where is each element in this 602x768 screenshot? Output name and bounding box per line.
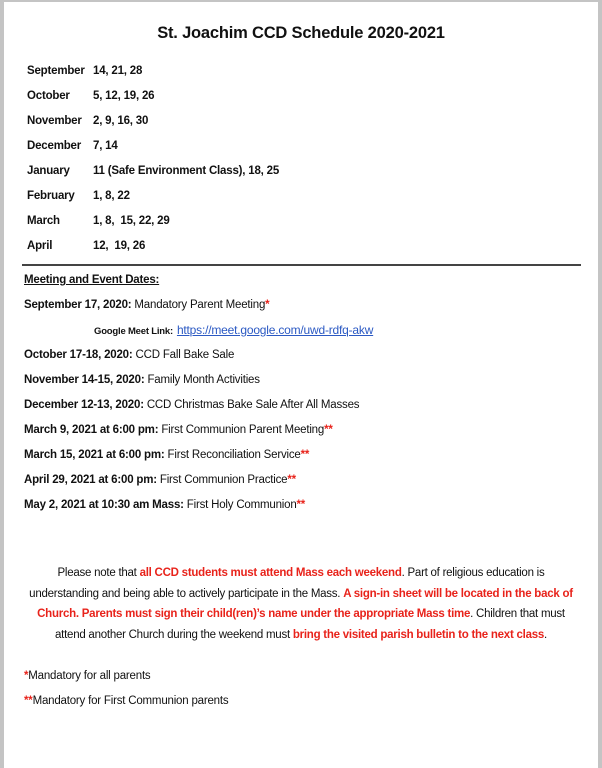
event-text: CCD Fall Bake Sale — [132, 349, 235, 361]
event-date: April 29, 2021 at 6:00 pm: — [24, 474, 157, 486]
event-text: First Holy Communion — [183, 499, 297, 511]
schedule-dates: 1, 8, 15, 22, 29 — [93, 215, 170, 227]
asterisk-marker: ** — [300, 449, 310, 461]
event-item — [24, 345, 373, 370]
footnote — [24, 666, 228, 691]
schedule-row — [27, 115, 279, 140]
schedule-dates: 1, 8, 22 — [93, 190, 130, 202]
schedule-month: February — [27, 190, 75, 202]
schedule-month: November — [27, 115, 82, 127]
schedule-month: January — [27, 165, 70, 177]
schedule-dates: 2, 9, 16, 30 — [93, 115, 149, 127]
event-date: November 14-15, 2020: — [24, 374, 145, 386]
event-text: First Communion Practice — [156, 474, 288, 486]
section-divider — [22, 264, 581, 266]
events-section — [24, 270, 373, 520]
footnotes — [24, 666, 228, 716]
asterisk-marker: ** — [324, 424, 333, 436]
event-date: December 12-13, 2020: — [24, 399, 144, 411]
schedule-dates: 12, 19, 26 — [93, 240, 146, 252]
asterisk-marker: ** — [296, 499, 306, 511]
notice-text: . Part of religious education is understanding and being able to actively participate in the Mass. — [29, 567, 545, 600]
schedule-month: April — [27, 240, 53, 252]
event-date: March 9, 2021 at 6:00 pm: — [24, 424, 159, 436]
notice-emphasis: A sign-in sheet will be located in the back of Church. Parents must sign their child(ren)’s name under the appropriate Mass time — [37, 587, 573, 620]
schedule-row — [27, 65, 279, 90]
event-date: May 2, 2021 at 10:30 am Mass: — [24, 499, 184, 511]
event-date: March 15, 2021 at 6:00 pm: — [24, 449, 165, 461]
footnote — [24, 691, 228, 716]
event-item — [24, 445, 373, 470]
event-text: Family Month Activities — [144, 374, 260, 386]
schedule-row — [27, 165, 279, 190]
schedule-dates: 11 (Safe Environment Class), 18, 25 — [93, 165, 280, 177]
schedule-dates: 14, 21, 28 — [93, 65, 143, 77]
page-title: St. Joachim CCD Schedule 2020-2021 — [157, 24, 445, 42]
schedule-row — [27, 240, 279, 265]
schedule-month: September — [27, 65, 85, 77]
event-text: First Communion Parent Meeting — [158, 424, 325, 436]
class-schedule — [27, 65, 279, 265]
schedule-dates: 5, 12, 19, 26 — [93, 90, 155, 102]
notice-emphasis: all CCD students must attend Mass each weekend — [139, 567, 402, 579]
event-item — [24, 470, 373, 495]
event-text: First Reconciliation Service — [164, 449, 301, 461]
event-item — [24, 495, 373, 520]
asterisk-marker: ** — [287, 474, 296, 486]
notice-emphasis: bring the visited parish bulletin to the next class — [292, 628, 545, 641]
footnote-text: Mandatory for all parents — [28, 670, 151, 682]
schedule-month: October — [27, 90, 70, 102]
schedule-row — [27, 215, 279, 240]
asterisk-marker: * — [265, 299, 270, 311]
document-page — [4, 2, 598, 768]
schedule-month: March — [27, 215, 60, 227]
event-date: September 17, 2020: — [24, 299, 132, 311]
asterisk-marker: ** — [24, 695, 33, 707]
event-date: October 17-18, 2020: — [24, 349, 133, 361]
schedule-month: December — [27, 140, 82, 152]
event-item — [24, 295, 373, 320]
event-item — [24, 395, 373, 420]
schedule-dates: 7, 14 — [93, 140, 118, 152]
asterisk-marker: * — [24, 670, 29, 682]
schedule-row — [27, 90, 279, 115]
footnote-text: Mandatory for First Communion parents — [32, 695, 229, 707]
notice-text: . — [544, 628, 547, 641]
schedule-row — [27, 190, 279, 215]
schedule-row — [27, 140, 279, 165]
notice-text: Please note that — [57, 567, 140, 579]
events-heading: Meeting and Event Dates: — [24, 274, 160, 286]
google-meet-link[interactable]: https://meet.google.com/uwd-rdfq-akw — [176, 323, 374, 337]
mass-attendance-notice — [22, 563, 580, 645]
event-item — [24, 370, 373, 395]
google-meet-row — [24, 320, 373, 345]
google-meet-label: Google Meet Link: — [94, 326, 173, 337]
event-text: Mandatory Parent Meeting — [131, 299, 266, 311]
event-item — [24, 420, 373, 445]
notice-text: . Children that must attend another Church during the weekend must — [55, 608, 565, 641]
event-text: CCD Christmas Bake Sale After All Masses — [143, 399, 360, 411]
